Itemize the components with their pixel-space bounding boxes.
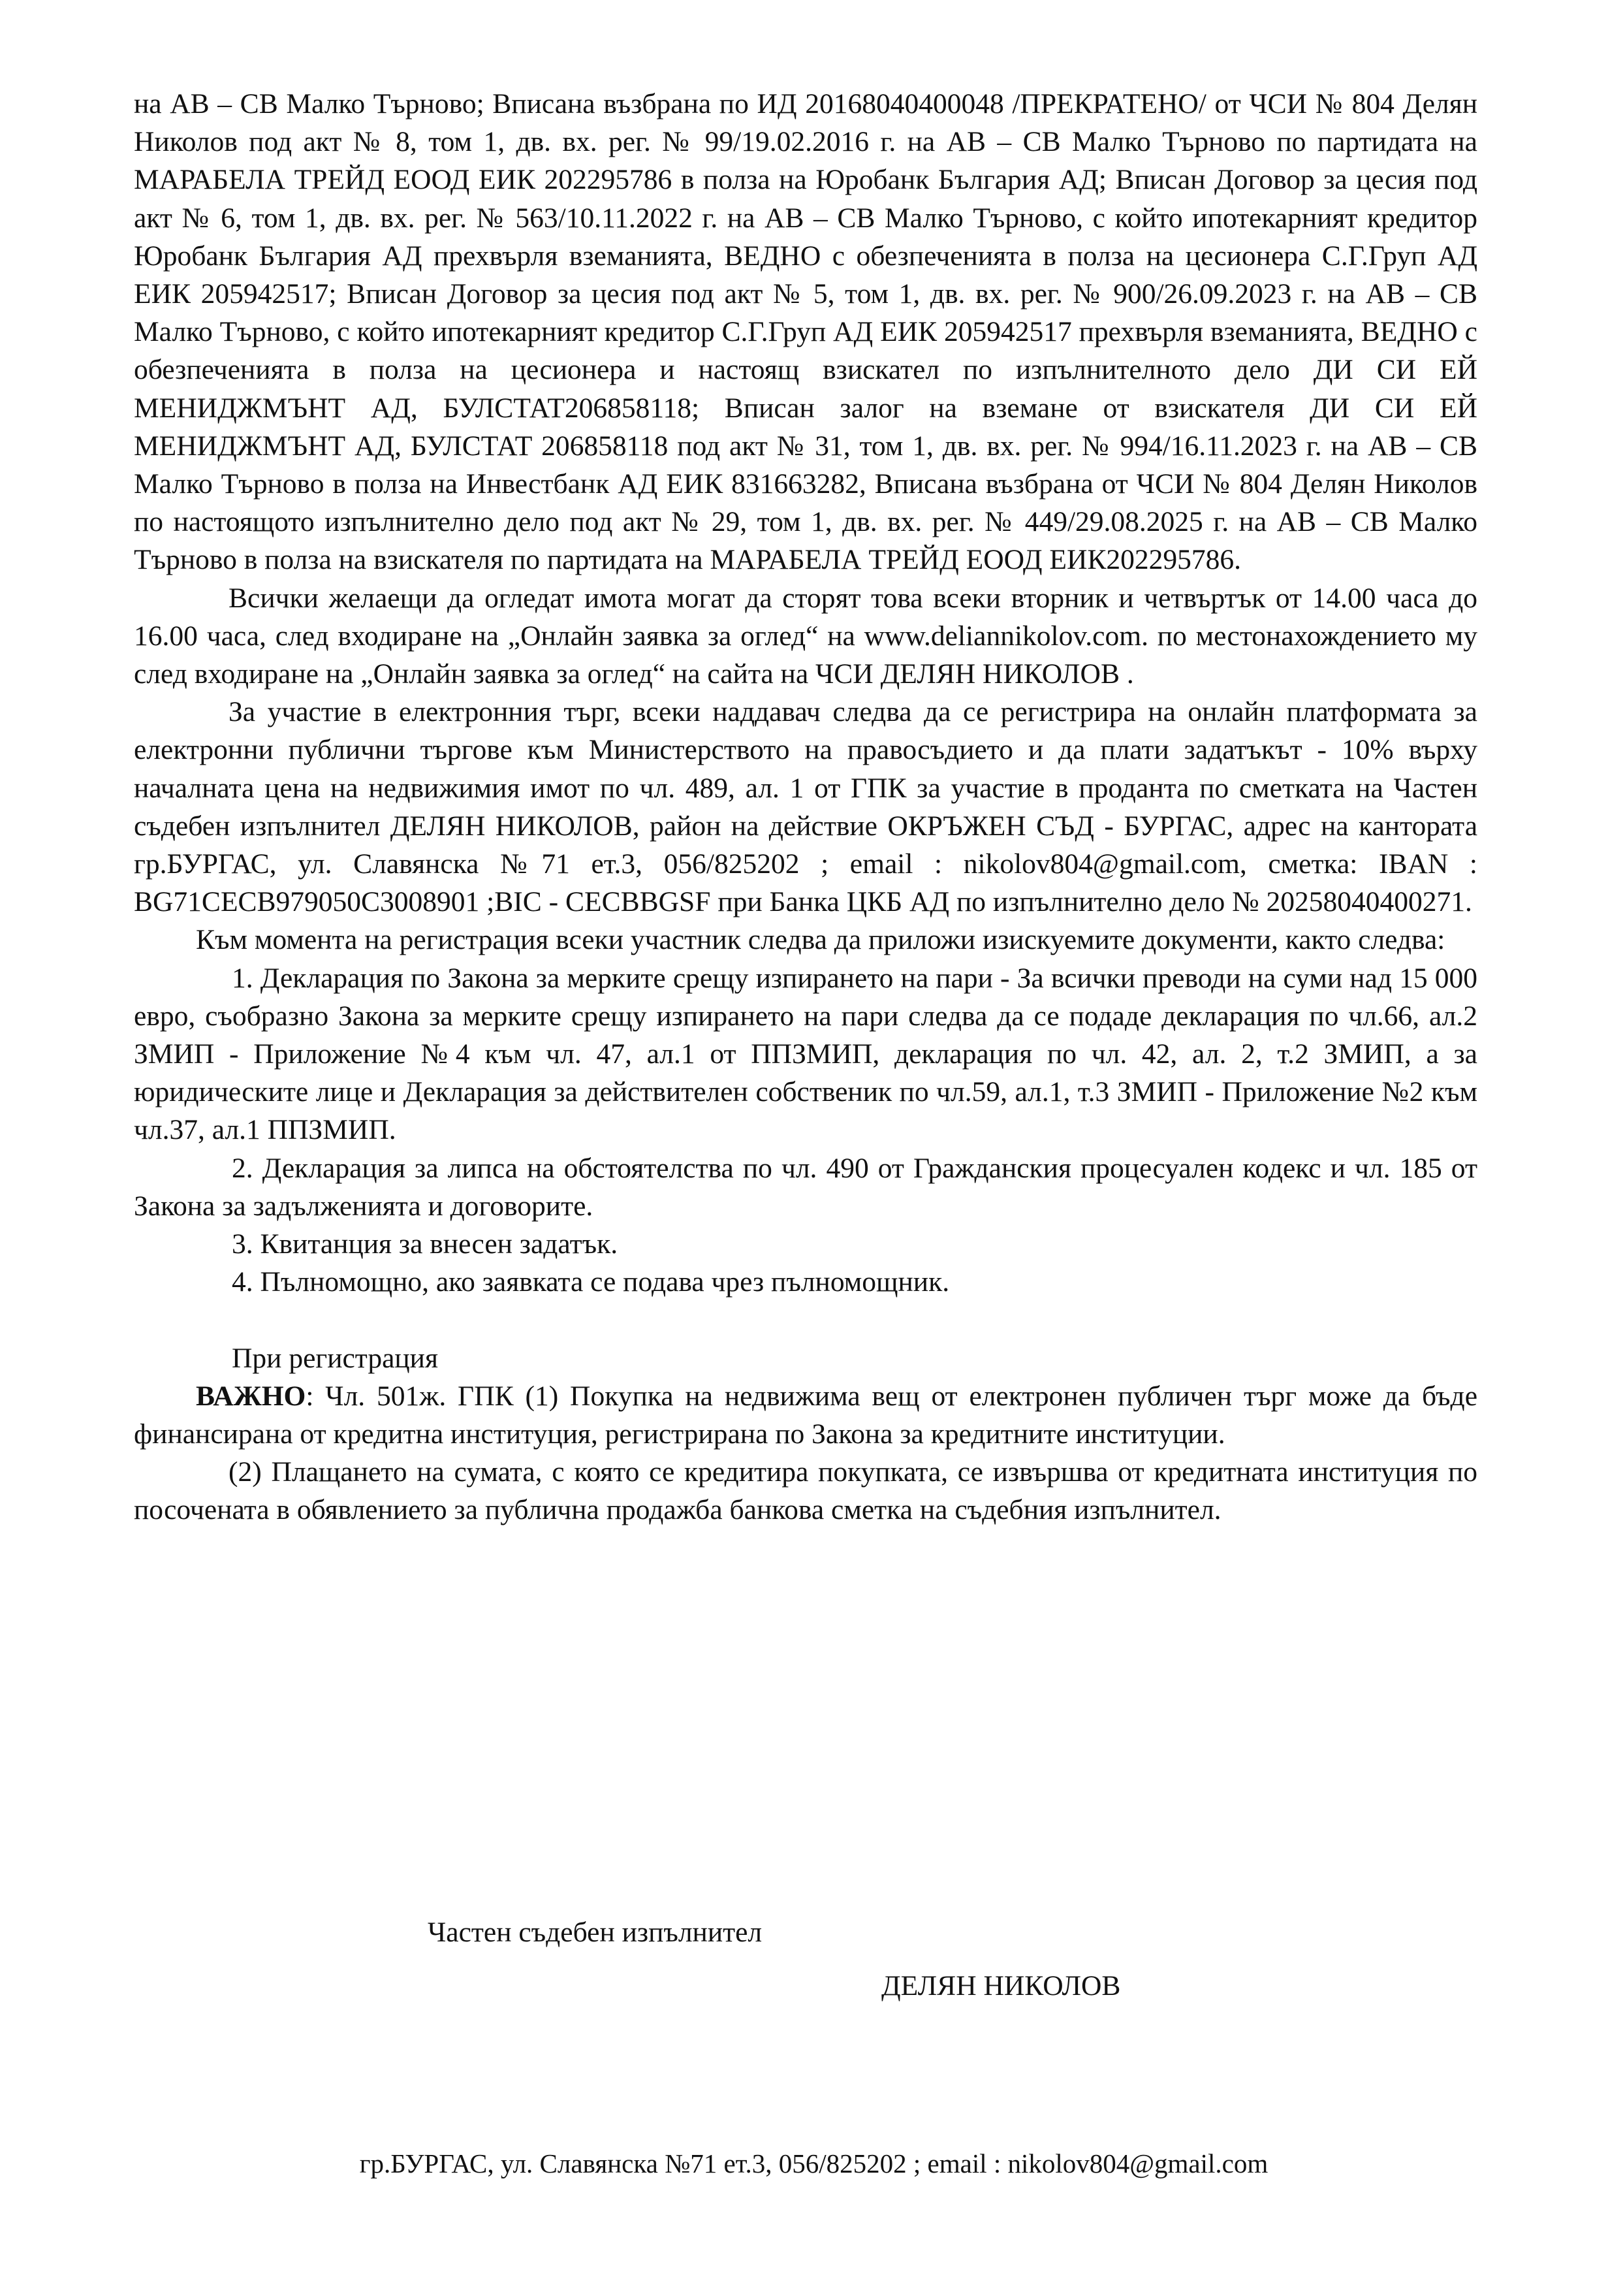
paragraph-encumbrances: на АВ – СВ Малко Търново; Вписана възбрана по ИД 20168040400048 /ПРЕКРАТЕНО/ от ЧСИ № 804 Делян Николов под акт № 8, том 1, дв. вх. рег. № 99/19.02.2016 г. на АВ – СВ Малко Търново по партидата на МАРАБЕЛА ТРЕЙД ЕООД ЕИК 202295786 в полза на Юробанк България АД; Вписан Договор за цесия под акт № 6, том 1, дв. вх. рег. № 563/10.11.2022 г. на АВ – СВ Малко Търново, с който ипотекарният кредитор Юробанк България АД прехвърля вземанията, ВЕДНО с обезпеченията в полза на цесионера С.Г.Груп АД ЕИК 205942517; Вписан Договор за цесия под акт № 5, том 1, дв. вх. рег. № 900/26.09.2023 г. на АВ – СВ Малко Търново, с който ипотекарният кредитор С.Г.Груп АД ЕИК 205942517 прехвърля вземанията, ВЕДНО с обезпеченията в полза на цесионера и настоящ взискател по изпълнителното дело ДИ СИ ЕЙ МЕНИДЖМЪНТ АД, БУЛСТАТ206858118; Вписан залог на вземане от взискателя ДИ СИ ЕЙ МЕНИДЖМЪНТ АД, БУЛСТАТ 206858118 под акт № 31, том 1, дв. вх. рег. № 994/16.11.2023 г. на АВ – СВ Малко Търново в полза на Инвестбанк АД ЕИК 831663282, Вписана възбрана от ЧСИ № 804 Делян Николов по настоящото изпълнително дело под акт № 29, том 1, дв. вх. рег. № 449/29.08.2025 г. на АВ – СВ Малко Търново в полза на взискателя по партидата на МАРАБЕЛА ТРЕЙД ЕООД ЕИК202295786. [134,88,1477,576]
document-item-2: 2. Декларация за липса на обстоятелства по чл. 490 от Гражданския процесуален кодекс и чл. 185 от Закона за задълженията и договорите. [134,1152,1477,1222]
document-item-4: 4. Пълномощно, ако заявката се подава чрез пълномощник. [232,1266,950,1298]
spacer [134,1301,1477,1339]
page-footer [0,2145,1608,2182]
paragraph-documents-intro: Към момента на регистрация всеки участник следва да приложи изискуемите документи, както следва: [196,924,1445,956]
at-registration-line: При регистрация [232,1342,438,1374]
signature-name: ДЕЛЯН НИКОЛОВ [881,1970,1121,2001]
important-label: ВАЖНО [196,1380,306,1412]
paragraph-participation: За участие в електронния търг, всеки наддавач следва да се регистрира на онлайн платформата за електронни публични търгове към Министерството на правосъдието и да плати задатъкът - 10% върху началната цена на недвижимия имот по чл. 489, ал. 1 от ГПК за участие в проданта по сметката на Частен съдебен изпълнител ДЕЛЯН НИКОЛОВ, район на действие ОКРЪЖЕН СЪД - БУРГАС, адрес на кантората гр.БУРГАС, ул. Славянска №71 ет.3, 056/825202 ; email : nikolov804@gmail.com, сметка: IBAN : BG71CECB979050C3008901 ;BIC - CECBBGSF при Банка ЦКБ АД по изпълнително дело № 20258040400271. [134,696,1477,918]
paragraph-viewing: Всички желаещи да огледат имота могат да сторят това всеки вторник и четвъртък от 14.00 часа до 16.00 часа, след входиране на „Онлайн заявка за оглед“ на www.deliannikolov.com. по местонахождението му след входиране на „Онлайн заявка за оглед“ на сайта на ЧСИ ДЕЛЯН НИКОЛОВ . [134,582,1477,690]
paragraph-payment: (2) Плащането на сумата, с която се кредитира покупката, се извършва от кредитната институция по посочената в обявлението за публична продажба банкова сметка на съдебния изпълнител. [134,1456,1477,1526]
document-body [134,85,1477,1529]
footer-contact: гр.БУРГАС, ул. Славянска №71 ет.3, 056/825202 ; email : nikolov804@gmail.com [359,2148,1269,2178]
signature-title: Частен съдебен изпълнител [428,1917,763,1948]
important-text: : Чл. 501ж. ГПК (1) Покупка на недвижима вещ от електронен публичен търг може да бъде финансирана от кредитна институция, регистрирана по Закона за кредитните институции. [134,1380,1477,1450]
document-item-3: 3. Квитанция за внесен задатък. [232,1228,618,1260]
document-item-1: 1. Декларация по Закона за мерките срещу изпирането на пари - За всички преводи на суми над 15 000 евро, съобразно Закона за мерките срещу изпирането на пари следва да се подаде декларация по чл.66, ал.2 ЗМИП - Приложение №4 към чл. 47, ал.1 от ППЗМИП, декларация по чл. 42, ал. 2, т.2 ЗМИП, а за юридическите лице и Декларация за действителен собственик по чл.59, ал.1, т.3 ЗМИП - Приложение №2 към чл.37, ал.1 ППЗМИП. [134,962,1477,1146]
paragraph-important [134,1377,1477,1453]
